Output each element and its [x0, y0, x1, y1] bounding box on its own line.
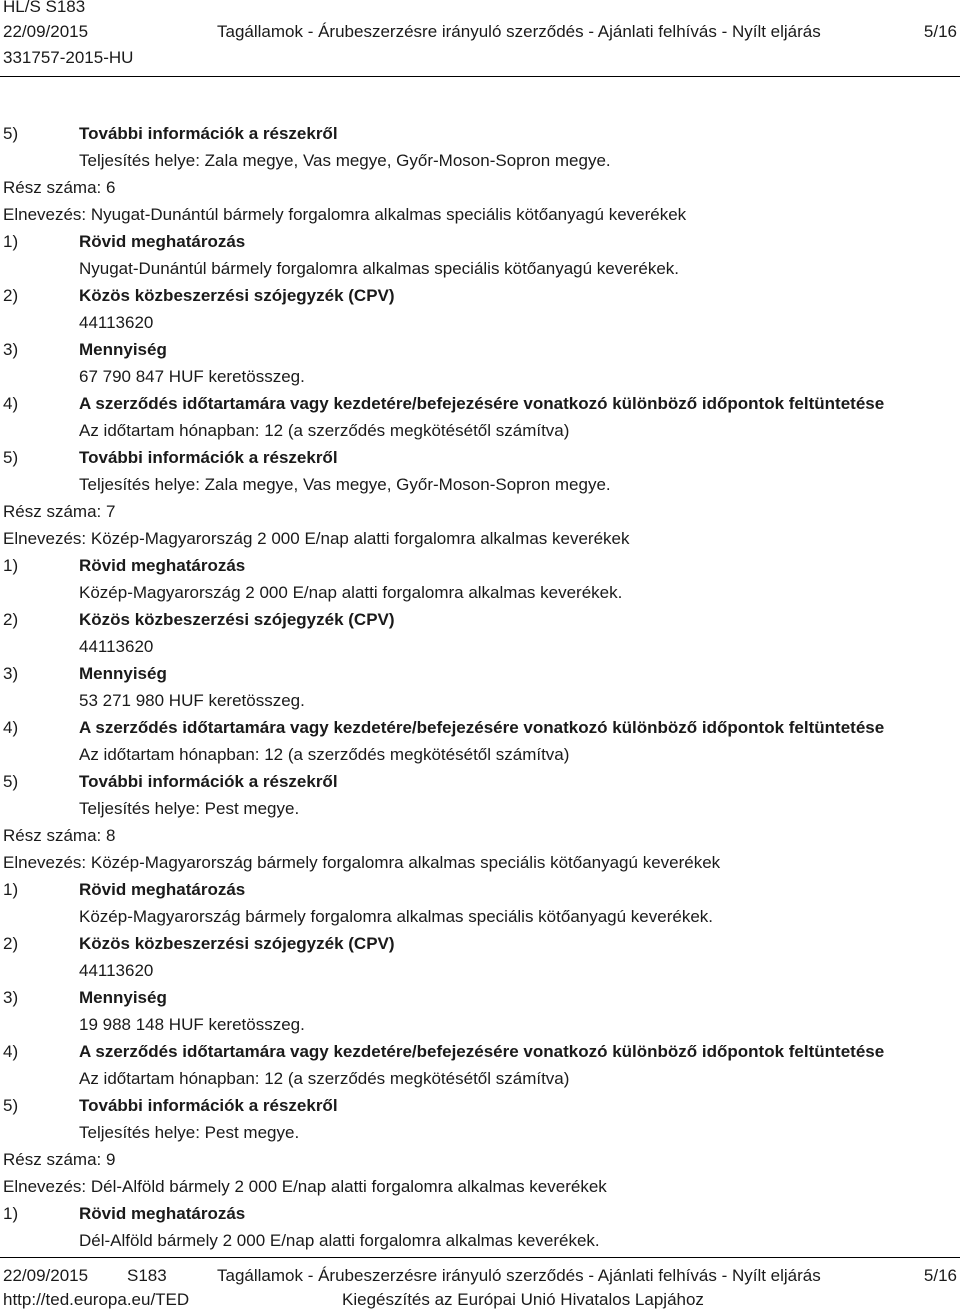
section-value: Nyugat-Dunántúl bármely forgalomra alkalmas speciális kötőanyagú keverékek.	[79, 259, 680, 278]
section-number: 2)	[3, 610, 19, 629]
section-heading	[3, 552, 958, 579]
section-number: 4)	[3, 718, 19, 737]
footer-date: 22/09/2015	[3, 1266, 89, 1285]
section-heading	[3, 606, 958, 633]
lot-field: Elnevezés: Közép-Magyarország bármely forgalomra alkalmas speciális kötőanyagú keverékek	[3, 853, 721, 872]
lot-field: Elnevezés: Dél-Alföld bármely 2 000 E/nap alatti forgalomra alkalmas keverékek	[3, 1177, 607, 1196]
section-title: Rövid meghatározás	[79, 1204, 246, 1223]
notice-id: 331757-2015-HU	[3, 48, 134, 67]
section-number: 4)	[3, 1042, 19, 1061]
doc-code: HL/S S183	[3, 0, 86, 16]
section-number: 3)	[3, 664, 19, 683]
section-title: További információk a részekről	[79, 124, 338, 143]
section-value: Az időtartam hónapban: 12 (a szerződés megkötésétől számítva)	[79, 421, 570, 440]
section-title: Rövid meghatározás	[79, 232, 246, 251]
section-value: 44113620	[79, 637, 154, 656]
section-value: Az időtartam hónapban: 12 (a szerződés megkötésétől számítva)	[79, 1069, 570, 1088]
header-title: Tagállamok - Árubeszerzésre irányuló szerződés - Ajánlati felhívás - Nyílt eljárás	[217, 22, 821, 41]
section-heading	[3, 1200, 958, 1227]
section-number: 5)	[3, 448, 19, 467]
footer-publisher: Kiegészítés az Európai Unió Hivatalos Lapjához	[342, 1290, 704, 1309]
section-number: 1)	[3, 232, 19, 251]
section-heading	[3, 336, 958, 363]
footer-page-number: 5/16	[923, 1266, 957, 1285]
section-number: 5)	[3, 1096, 19, 1115]
section-heading	[3, 444, 958, 471]
section-heading	[3, 282, 958, 309]
lot-field: Rész száma: 9	[3, 1150, 116, 1169]
section-title: Mennyiség	[79, 988, 167, 1007]
section-value: Az időtartam hónapban: 12 (a szerződés megkötésétől számítva)	[79, 745, 570, 764]
section-number: 5)	[3, 124, 19, 143]
footer-issue: S183	[127, 1266, 167, 1285]
document-body	[3, 120, 958, 1254]
section-number: 4)	[3, 394, 19, 413]
footer-rule	[0, 1257, 960, 1258]
section-value: Teljesítés helye: Zala megye, Vas megye, Győr-Moson-Sopron megye.	[79, 475, 611, 494]
section-title: Közös közbeszerzési szójegyzék (CPV)	[79, 934, 395, 953]
section-number: 3)	[3, 340, 19, 359]
section-title: Rövid meghatározás	[79, 880, 246, 899]
footer-title: Tagállamok - Árubeszerzésre irányuló szerződés - Ajánlati felhívás - Nyílt eljárás	[217, 1266, 821, 1285]
section-title: Mennyiség	[79, 340, 167, 359]
section-title: További információk a részekről	[79, 448, 338, 467]
section-value: 67 790 847 HUF keretösszeg.	[79, 367, 305, 386]
section-title: Közös közbeszerzési szójegyzék (CPV)	[79, 610, 395, 629]
lot-field: Elnevezés: Közép-Magyarország 2 000 E/nap alatti forgalomra alkalmas keverékek	[3, 529, 630, 548]
section-title: Mennyiség	[79, 664, 167, 683]
lot-field: Rész száma: 7	[3, 502, 116, 521]
section-heading	[3, 390, 958, 417]
section-value: 53 271 980 HUF keretösszeg.	[79, 691, 305, 710]
section-value: Teljesítés helye: Pest megye.	[79, 799, 300, 818]
section-title: Közös közbeszerzési szójegyzék (CPV)	[79, 286, 395, 305]
section-heading	[3, 1092, 958, 1119]
section-value: 44113620	[79, 961, 154, 980]
header-date: 22/09/2015	[3, 22, 89, 41]
section-number: 2)	[3, 286, 19, 305]
section-title: További információk a részekről	[79, 772, 338, 791]
section-number: 3)	[3, 988, 19, 1007]
header-rule	[0, 76, 960, 77]
section-title: A szerződés időtartamára vagy kezdetére/befejezésére vonatkozó különböző időpontok feltüntetése	[79, 394, 885, 413]
section-heading	[3, 228, 958, 255]
section-number: 1)	[3, 1204, 19, 1223]
section-heading	[3, 1038, 958, 1065]
section-heading	[3, 714, 958, 741]
section-value: Teljesítés helye: Pest megye.	[79, 1123, 300, 1142]
section-number: 1)	[3, 880, 19, 899]
section-title: Rövid meghatározás	[79, 556, 246, 575]
section-number: 2)	[3, 934, 19, 953]
section-value: Dél-Alföld bármely 2 000 E/nap alatti forgalomra alkalmas keverékek.	[79, 1231, 600, 1250]
section-value: 19 988 148 HUF keretösszeg.	[79, 1015, 305, 1034]
section-heading	[3, 660, 958, 687]
header-page-number: 5/16	[923, 22, 957, 41]
section-title: A szerződés időtartamára vagy kezdetére/befejezésére vonatkozó különböző időpontok feltüntetése	[79, 718, 885, 737]
section-heading	[3, 120, 958, 147]
section-heading	[3, 876, 958, 903]
section-title: További információk a részekről	[79, 1096, 338, 1115]
section-heading	[3, 930, 958, 957]
section-value: 44113620	[79, 313, 154, 332]
section-value: Teljesítés helye: Zala megye, Vas megye, Győr-Moson-Sopron megye.	[79, 151, 611, 170]
section-number: 1)	[3, 556, 19, 575]
section-heading	[3, 768, 958, 795]
section-number: 5)	[3, 772, 19, 791]
lot-field: Rész száma: 6	[3, 178, 116, 197]
section-value: Közép-Magyarország bármely forgalomra alkalmas speciális kötőanyagú keverékek.	[79, 907, 714, 926]
footer-url-link[interactable]: http://ted.europa.eu/TED	[3, 1290, 190, 1309]
lot-field: Elnevezés: Nyugat-Dunántúl bármely forgalomra alkalmas speciális kötőanyagú keverékek	[3, 205, 687, 224]
lot-field: Rész száma: 8	[3, 826, 116, 845]
section-heading	[3, 984, 958, 1011]
section-title: A szerződés időtartamára vagy kezdetére/befejezésére vonatkozó különböző időpontok feltüntetése	[79, 1042, 885, 1061]
section-value: Közép-Magyarország 2 000 E/nap alatti forgalomra alkalmas keverékek.	[79, 583, 623, 602]
